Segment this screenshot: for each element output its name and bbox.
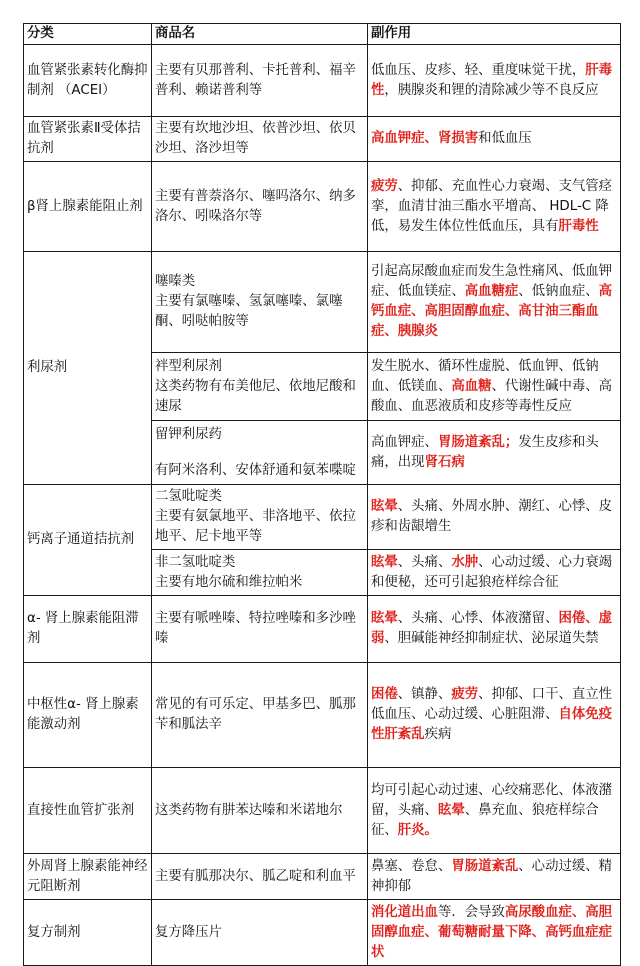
side-effect-cell (368, 663, 621, 768)
side-effect-highlight: 高血钾症、肾损害 (371, 131, 479, 146)
subclass-label: 袢型利尿剂 (155, 358, 222, 374)
side-effect-highlight: 高血糖症 (464, 284, 519, 299)
side-effect-highlight: 胃肠道紊乱； (437, 434, 519, 450)
header-product: 商品名 (152, 24, 368, 45)
side-effect-text: 、头痛、心悸、体液潴留、 (397, 611, 559, 626)
table-row (24, 854, 621, 900)
side-effect-highlight: 肝毒性 (558, 218, 599, 234)
category-cell: 中枢性α- 肾上腺素能激动剂 (24, 663, 152, 768)
side-effect-highlight: 水肿 (451, 554, 479, 570)
category-cell: 血管紧张素Ⅱ受体拮抗剂 (24, 117, 152, 162)
side-effect-highlight: 自体免疫性肝紊乱 (371, 707, 613, 742)
table-row (24, 485, 621, 550)
side-effect-highlight: 消化道出血 (371, 904, 438, 920)
side-effect-text: 鼻塞、卷怠、 (371, 858, 452, 874)
side-effect-cell (368, 854, 621, 900)
side-effect-text: 、头痛、外周水肿、潮红、心悸、皮疹和齿龈增生 (371, 499, 613, 534)
product-cell: 主要有普萘洛尔、噻吗洛尔、纳多洛尔、吲哚洛尔等 (152, 162, 368, 252)
side-effect-highlight: 疲劳 (371, 178, 398, 194)
side-effect-text: 、胆碱能神经抑制症状、泌尿道失禁 (384, 631, 599, 646)
header-side-effect: 副作用 (368, 24, 621, 45)
header-category: 分类 (24, 24, 152, 45)
product-cell (152, 421, 368, 485)
product-cell: 主要有坎地沙坦、依普沙坦、依贝沙坦、洛沙坦等 (152, 117, 368, 162)
subclass-label: 二氢吡啶类 (155, 489, 222, 504)
side-effect-highlight: 肝毒性 (371, 62, 613, 98)
side-effect-text: 引起高尿酸血症而发生急性痛风、低血钾症、低血镁症、 (371, 264, 613, 299)
side-effect-text: 、心动过缓、精神抑郁 (371, 858, 613, 894)
side-effect-text: 、镇静、 (397, 687, 452, 702)
side-effect-text: 均可引起心动过速、心绞痛恶化、体液潴留，头痛、 (371, 782, 613, 818)
product-cell: 主要有贝那普利、卡托普利、福辛普利、赖诺普利等 (152, 45, 368, 117)
side-effect-highlight: 高钙血症、高胆固醇血症、高甘油三酯血症、胰腺炎 (371, 284, 613, 339)
table-row (24, 596, 621, 663)
side-effect-text: 疾病 (424, 727, 452, 742)
table-row (24, 768, 621, 854)
category-cell: 外周肾上腺素能神经元阻断剂 (24, 854, 152, 900)
product-cell (152, 485, 368, 550)
side-effect-highlight: 疲劳 (451, 687, 479, 702)
category-cell: 利尿剂 (24, 252, 152, 485)
header-row (24, 24, 621, 45)
side-effect-text: 、抑郁、口干、直立性低血压、心动过缓、心脏阻滞、 (371, 687, 613, 722)
product-cell (152, 252, 368, 353)
category-cell: β肾上腺素能阻止剂 (24, 162, 152, 252)
category-cell: 复方制剂 (24, 900, 152, 966)
product-text: 主要有氯噻嗪、氢氯噻嗪、氯噻酮、吲哒帕胺等 (155, 294, 343, 329)
side-effect-text: ，胰腺炎和锂的清除减少等不良反应 (384, 82, 599, 98)
side-effect-cell (368, 900, 621, 966)
category-cell: 钙离子通道拮抗剂 (24, 485, 152, 596)
side-effect-highlight: 眩晕 (371, 499, 398, 514)
side-effect-highlight: 高血糖 (451, 378, 492, 394)
side-effect-highlight: 困倦 (371, 687, 398, 702)
product-cell: 复方降压片 (152, 900, 368, 966)
subclass-label: 留钾利尿药 (155, 426, 222, 442)
table-row (24, 45, 621, 117)
side-effect-highlight: 眩晕 (437, 802, 465, 818)
table-row (24, 162, 621, 252)
product-text: 这类药物有布美他尼、依地尼酸和速尿 (155, 378, 356, 414)
antihypertensive-side-effects-table (23, 23, 621, 966)
side-effect-cell (368, 45, 621, 117)
table-row (24, 900, 621, 966)
side-effect-highlight: 肾石病 (424, 454, 465, 470)
side-effect-text: 发生皮疹和头痛，出现 (371, 434, 599, 470)
side-effect-highlight: 眩晕 (371, 554, 398, 570)
subclass-label: 非二氢吡啶类 (155, 554, 236, 570)
product-cell: 常见的有可乐定、甲基多巴、胍那苄和胍法辛 (152, 663, 368, 768)
subclass-label: 噻嗪类 (155, 274, 196, 289)
table-row (24, 663, 621, 768)
side-effect-cell (368, 550, 621, 596)
side-effect-text: 、低钠血症、 (518, 284, 599, 299)
side-effect-text: 、代谢性碱中毒、高酸血、血恶液质和皮疹等毒性反应 (371, 378, 613, 414)
side-effect-cell (368, 117, 621, 162)
product-text: 主要有地尔硫和维拉帕米 (155, 574, 303, 590)
product-cell: 这类药物有肼苯达嗪和米诺地尔 (152, 768, 368, 854)
side-effect-text: 、心动过缓、心力衰竭和便秘，还可引起狼疮样综合征 (371, 554, 613, 590)
side-effect-cell (368, 252, 621, 353)
side-effect-highlight: 胃肠道紊乱 (451, 858, 519, 874)
product-text: 主要有氨氯地平、非洛地平、依拉地平、尼卡地平等 (155, 509, 356, 544)
product-cell (152, 353, 368, 421)
table-row (24, 252, 621, 353)
side-effect-text: 、鼻充血、狼疮样综合征、 (371, 802, 599, 838)
side-effect-highlight: 眩晕 (371, 611, 398, 626)
side-effect-cell (368, 162, 621, 252)
category-cell: 直接性血管扩张剂 (24, 768, 152, 854)
product-cell: 主要有胍那决尔、胍乙啶和利血平 (152, 854, 368, 900)
side-effect-text: 、抑郁、充血性心力衰竭、支气管痉挛，血清甘油三酯水平增高、 HDL-C 降低，易发生体位性低血压，具有 (371, 178, 613, 234)
side-effect-cell (368, 353, 621, 421)
category-cell: 血管紧张素转化酶抑制剂 （ACEI） (24, 45, 152, 117)
product-text: 有阿米洛利、安体舒通和氨苯喋啶 (155, 462, 356, 478)
side-effect-text: 等．会导致 (437, 904, 505, 920)
product-cell (152, 550, 368, 596)
category-cell: α- 肾上腺素能阻滞剂 (24, 596, 152, 663)
side-effect-cell (368, 768, 621, 854)
product-cell: 主要有哌唑嗪、特拉唑嗪和多沙唑嗪 (152, 596, 368, 663)
side-effect-text: 高血钾症、 (371, 434, 438, 450)
side-effect-cell (368, 421, 621, 485)
side-effect-text: 低血压、皮疹、轻、重度味觉干扰， (371, 62, 586, 78)
side-effect-cell (368, 485, 621, 550)
side-effect-cell (368, 596, 621, 663)
table-row (24, 117, 621, 162)
side-effect-highlight: 困倦、虚弱 (371, 611, 613, 646)
side-effect-text: 发生脱水、循环性虚脱、低血钾、低钠血、低镁血、 (371, 358, 599, 394)
side-effect-highlight: 肝炎。 (397, 822, 438, 838)
side-effect-highlight: 高尿酸血症、高胆固醇血症、葡萄糖耐量下降、高钙血症症状 (371, 904, 613, 960)
side-effect-text: 和低血压 (478, 131, 532, 146)
side-effect-text: 、头痛、 (397, 554, 452, 570)
